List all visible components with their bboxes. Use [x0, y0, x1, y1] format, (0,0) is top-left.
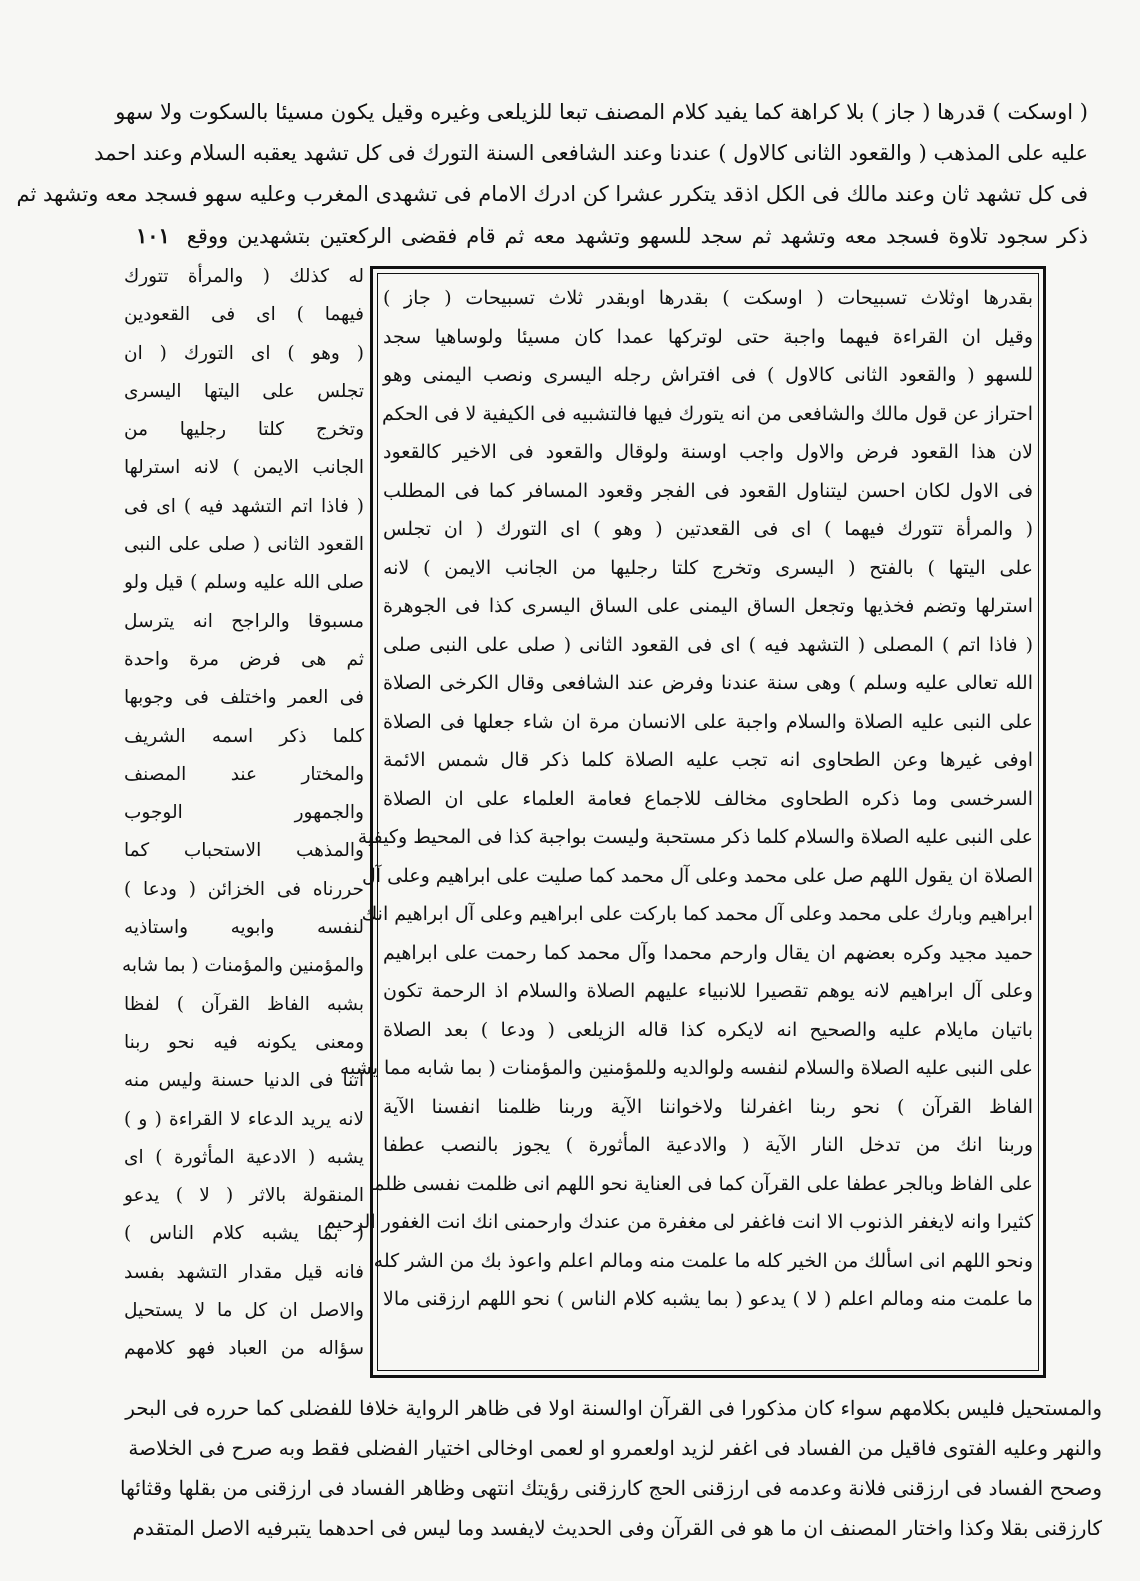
bottom-line: كارزقنى بقلا وكذا واختار المصنف ان ما هو فى القرآن وفى الحديث لايفسد وما ليس فى احدهما يتبرفيه الاصل المتقدم	[132, 1516, 1102, 1540]
frame-line: ( فاذا اتم ) المصلى ( التشهد فيه ) اى فى القعود الثانى ( صلى على النبى صلى	[383, 633, 1033, 656]
side-line: وتخرج كلتا رجليها من	[124, 419, 364, 441]
top-line: فى كل تشهد ثان وعند مالك فى الكل اذقد يتكرر عشرا كن ادرك الامام فى تشهدى المغرب وعليه سهو فسجد معه وتشهد ثم	[16, 182, 1088, 206]
side-line: والاصل ان كل ما لا يستحيل	[124, 1300, 364, 1322]
side-line: المنقولة بالاثر ( لا ) يدعو	[124, 1185, 364, 1207]
bottom-line: والمستحيل فليس بكلامهم سواء كان مذكورا فى القرآن اوالسنة اولا فى ظاهر الرواية خلافا للفضلى كما حرره فى البحر	[125, 1396, 1102, 1420]
side-line: والمذهب الاستحباب كما	[124, 840, 364, 862]
top-text-block	[16, 92, 1088, 256]
side-line: والمختار عند المصنف	[124, 763, 364, 785]
frame-line: الصلاة ان يقول اللهم صل على محمد وعلى آل محمد كما صليت على ابراهيم وعلى آل	[362, 864, 1033, 887]
frame-line: الفاظ القرآن ) نحو ربنا اغفرلنا ولاخواننا الآية وربنا ظلمنا انفسنا الآية	[383, 1095, 1033, 1118]
frame-line: على النبى عليه الصلاة والسلام واجبة على الانسان مرة ان شاء جعلها فى الصلاة	[383, 710, 1033, 733]
side-line: لانه يريد الدعاء لا القراءة ( و )	[124, 1108, 364, 1130]
side-line: فى العمر واختلف فى وجوبها	[124, 687, 364, 709]
side-line: له كذلك ( والمرأة تتورك	[124, 266, 364, 287]
side-line: كلما ذكر اسمه الشريف	[124, 725, 364, 747]
side-line: ومعنى يكونه فيه نحو ربنا	[124, 1031, 364, 1053]
frame-line: استرلها وتضم فخذيها وتجعل الساق اليمنى على الساق اليسرى كذا فى الجوهرة	[383, 595, 1033, 617]
frame-line: باتيان مايلام عليه والصحيح انه لايكره كذا قاله الزيلعى ( ودعا ) بعد الصلاة	[383, 1018, 1033, 1041]
frame-line: على اليتها ) بالفتح ( اليسرى وتخرج كلتا رجليها من الجانب الايمن ) لانه	[383, 556, 1033, 579]
bottom-text-block	[119, 1388, 1102, 1548]
top-line-text: ذكر سجود تلاوة فسجد معه وتشهد ثم سجد للسهو وتشهد معه ثم قام فقضى الركعتين بتشهدين ووقع	[186, 224, 1088, 248]
side-line: القعود الثانى ( صلى على النبى	[124, 534, 364, 556]
side-line: صلى الله عليه وسلم ) قيل ولو	[124, 572, 364, 594]
frame-line: بقدرها اوثلاث تسبيحات ( اوسكت ) بقدرها اوبقدر ثلاث تسبيحات ( جاز )	[383, 287, 1033, 309]
top-line-with-page-number	[128, 215, 1088, 256]
side-line: ( فاذا اتم التشهد فيه ) اى فى	[124, 495, 364, 517]
frame-line: ونحو اللهم انى اسألك من الخير كله ما علمت منه ومالم اعلم واعوذ بك من الشر كله	[373, 1249, 1033, 1272]
side-line: سؤاله من العباد فهو كلامهم	[124, 1338, 364, 1360]
frame-line: وعلى آل ابراهيم لانه يوهم تقصيرا للانبياء عليهم الصلاة والسلام اذ الرحمة تكون	[383, 980, 1033, 1002]
frame-line: وقيل ان القراءة فيهما واجبة حتى لوتركها عمدا كان مسيئا ولوساهيا سجد	[383, 325, 1033, 348]
frame-line: ابراهيم وبارك على محمد وعلى آل محمد كما باركت على ابراهيم وعلى آل ابراهيم انك	[361, 903, 1033, 925]
frame-line: احتراز عن قول مالك والشافعى من انه يتورك فيها فالتشبيه فى الكيفية لا فى الحكم	[382, 402, 1033, 425]
side-line: آتنا فى الدنيا حسنة وليس منه	[124, 1070, 364, 1092]
frame-line: الله تعالى عليه وسلم ) وهى سنة عندنا وفرض عند الشافعى وقال الكرخى الصلاة	[383, 672, 1033, 694]
frame-line: على النبى عليه الصلاة والسلام كلما ذكر مستحبة وليست بواجبة كذا فى المحيط وكيفية	[357, 826, 1033, 848]
frame-line: على الفاظ وبالجر عطفا على القرآن كما فى العناية نحو اللهم انى ظلمت نفسى ظلما	[368, 1172, 1033, 1195]
page-number: ١٠١	[136, 223, 170, 248]
side-line: يشبه ( الادعية المأثورة ) اى	[124, 1146, 364, 1168]
frame-line: السرخسى وما ذكره الطحاوى مخالف للاجماع فعامة العلماء على ان الصلاة	[383, 787, 1033, 810]
bottom-line: والنهر وعليه الفتوى فاقيل من الفساد فى اغفر لزيد اولعمرو او لعمى اوخالى اختيار الفضلى فقط وبه صرح فى الخلاصة	[128, 1436, 1102, 1460]
frame-line: ( والمرأة تتورك فيهما ) اى فى القعدتين ( وهو ) اى التورك ( ان تجلس	[383, 518, 1033, 540]
side-line: فانه قيل مقدار التشهد بفسد	[124, 1261, 364, 1283]
side-line: ( بما يشبه كلام الناس )	[124, 1223, 364, 1245]
bottom-line: وصحح الفساد فى ارزقنى فلانة وعدمه فى ارزقنى الحج كارزقنى رؤيتك انتهى وظاهر الفساد فى ارزقنى من بقلها وقثائها	[119, 1476, 1102, 1500]
frame-line: على النبى عليه الصلاة والسلام لنفسه ولوالديه وللمؤمنين والمؤمنات ( بما شابه مما يشبه	[339, 1057, 1033, 1079]
side-line: والجمهور الوجوب	[124, 802, 364, 824]
top-line: ( اوسكت ) قدرها ( جاز ) بلا كراهة كما يفيد كلام المصنف تبعا للزيلعى وغيره وقيل يكون مسيئا بالسكوت ولا سهو	[115, 100, 1088, 124]
frame-line: للسهو ( والقعود الثانى كالاول ) فى افتراش رجله اليسرى ونصب اليمنى وهو	[383, 364, 1033, 386]
side-line: حررناه فى الخزائن ( ودعا )	[124, 878, 364, 900]
side-line: بشبه الفاظ القرآن ) لفظا	[124, 993, 364, 1015]
frame-line: فى الاول لكان احسن ليتناول القعود فى الفجر وقعود المسافر كما فى المطلب	[383, 479, 1033, 502]
side-line: لنفسه وابويه واستاذيه	[124, 917, 364, 939]
commentary-frame	[323, 266, 1046, 1378]
side-line: مسبوقا والراجح انه يترسل	[124, 610, 364, 632]
frame-line: كثيرا وانه لايغفر الذنوب الا انت فاغفر لى مغفرة من عندك وارحمنى انك انت الغفور الرحيم	[323, 1211, 1033, 1233]
side-line: ثم هى فرض مرة واحدة	[124, 648, 364, 670]
frame-line: لان هذا القعود فرض والاول واجب اوسنة ولوقال والقعود فى الاخير كالقعود	[383, 441, 1033, 463]
side-line: الجانب الايمن ) لانه استرلها	[124, 457, 364, 479]
frame-line: ما علمت منه ومالم اعلم ( لا ) يدعو ( بما يشبه كلام الناس ) نحو اللهم ارزقنى مالا	[383, 1288, 1033, 1310]
side-line: والمؤمنين والمؤمنات ( بما شابه	[121, 955, 364, 977]
top-line: عليه على المذهب ( والقعود الثانى كالاول ) عندنا وعند الشافعى السنة التورك فى كل تشهد يعقبه السلام وعند احمد	[94, 141, 1088, 165]
side-line: فيهما ) اى فى القعودين	[124, 304, 364, 326]
commentary-text	[323, 279, 1033, 1319]
frame-line: اوفى غيرها وعن الطحاوى انه تجب عليه الصلاة كلما ذكر قال شمس الائمة	[383, 749, 1033, 771]
frame-line: حميد مجيد وكره بعضهم ان يقال وارحم محمدا وآل محمد كما رحمت على ابراهيم	[383, 941, 1033, 964]
frame-line: وربنا انك من تدخل النار الآية ( والادعية المأثورة ) يجوز بالنصب عطفا	[383, 1134, 1033, 1156]
side-line: ( وهو ) اى التورك ( ان	[124, 342, 364, 364]
side-line: تجلس على اليتها اليسرى	[124, 380, 364, 402]
